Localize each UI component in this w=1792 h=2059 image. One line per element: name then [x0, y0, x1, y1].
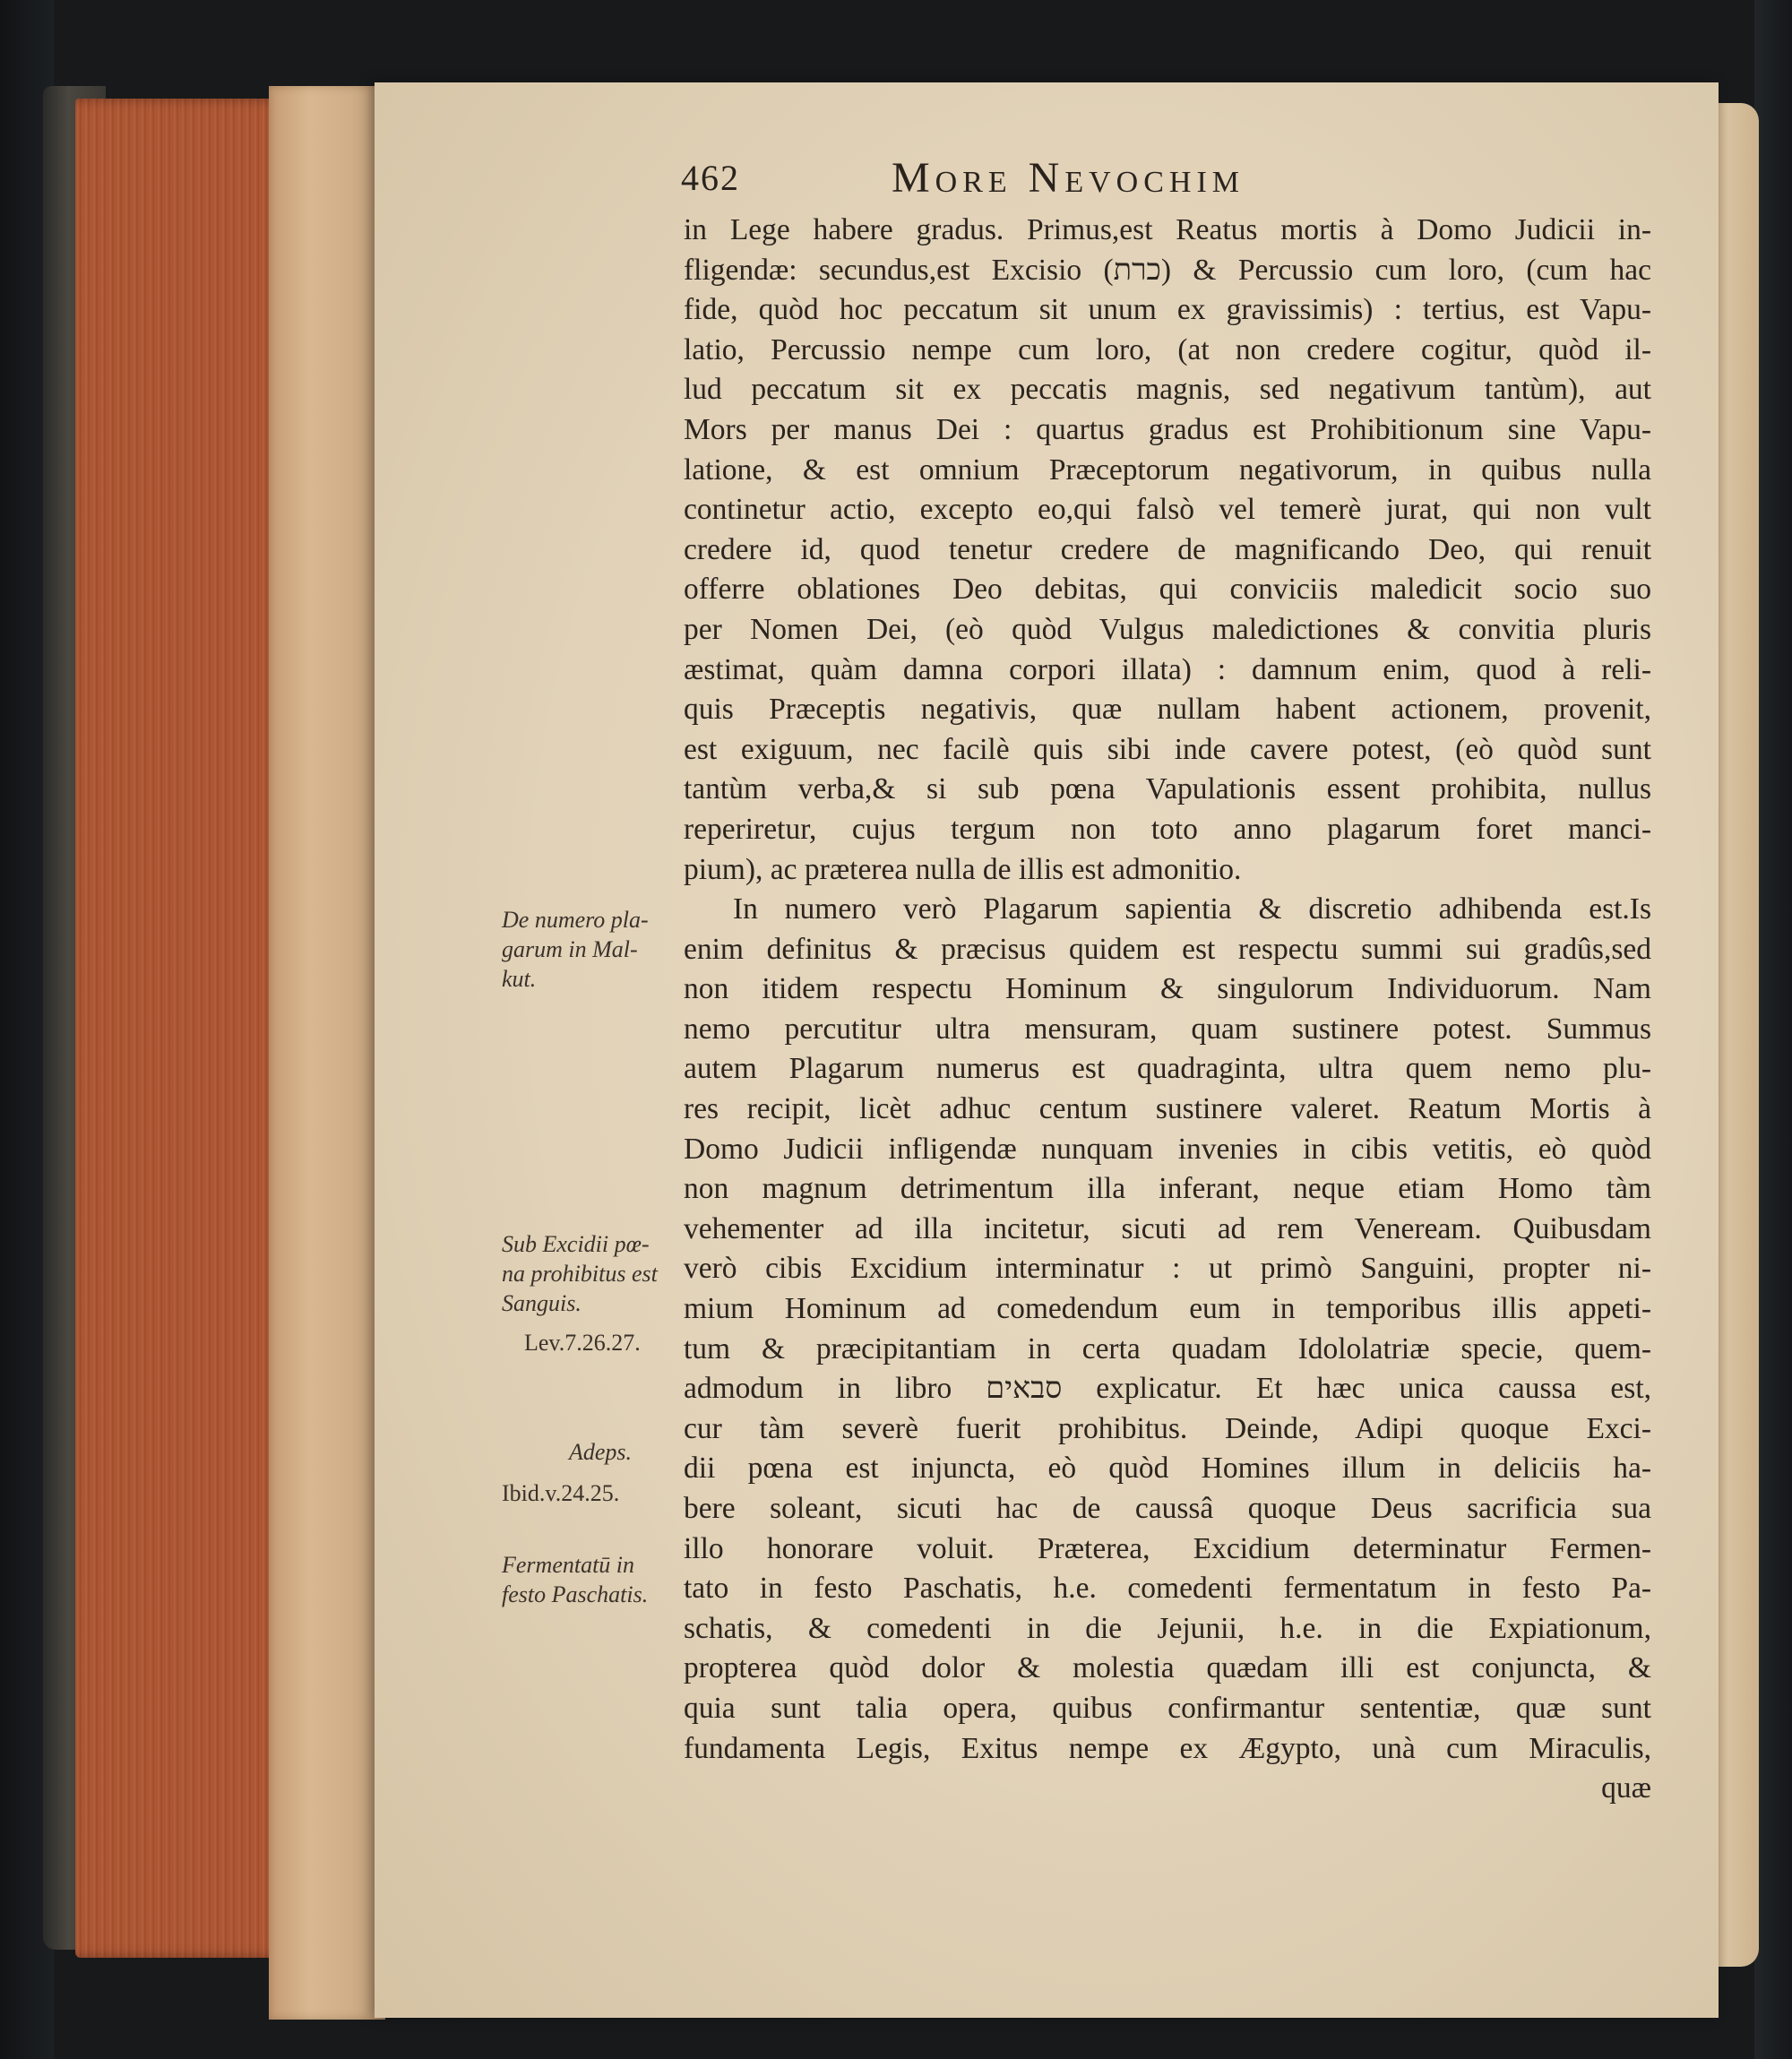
text-line: admodum in libro סבאים explicatur. Et hæc unica caussa est, [684, 1372, 1652, 1406]
text-line: schatis, & comedenti in die Jejunii, h.e. in die Expiationum, [684, 1611, 1651, 1645]
page-number: 462 [681, 158, 740, 198]
backdrop-cloth-right [1754, 0, 1792, 2059]
text-line: per Nomen Dei, (eò quòd Vulgus maledictiones & convitia pluris [684, 612, 1651, 646]
text-line: quis Præceptis negativis, quæ nullam habent actionem, provenit, [684, 693, 1651, 727]
margin-note-ibid-ref: Ibid.v.24.25. [502, 1480, 620, 1506]
text-line: propterea quòd dolor & molestia quædam illi est conjuncta, & [684, 1651, 1651, 1685]
text-line: non itidem respectu Hominum & singulorum Individuorum. Nam [684, 972, 1651, 1006]
text-line: non magnum detrimentum illa inferant, neque etiam Homo tàm [684, 1172, 1651, 1206]
margin-note-adeps: Adeps. [569, 1439, 633, 1465]
text-line: mium Hominum ad comedendum eum in temporibus illis appeti- [684, 1292, 1651, 1326]
text-line: fide, quòd hoc peccatum sit unum ex gravissimis) : tertius, est Vapu- [684, 293, 1651, 327]
text-line: vehementer ad illa incitetur, sicuti ad rem Veneream. Quibusdam [684, 1211, 1651, 1245]
text-line: tantùm verba,& si sub pœna Vapulationis essent prohibita, nullus [684, 772, 1651, 806]
text-line: reperiretur, cujus tergum non toto anno plagarum foret manci- [684, 812, 1651, 846]
page-gutter-stack [269, 86, 385, 2020]
margin-note-lev-ref: Lev.7.26.27. [524, 1330, 641, 1356]
text-line: æstimat, quàm damna corpori illata) : damnum enim, quod à reli- [684, 652, 1651, 686]
text-line: nemo percutitur ultra mensuram, quam sustinere potest. Summus [684, 1012, 1651, 1046]
text-line: fundamenta Legis, Exitus nempe ex Ægypto, unà cum Miraculis, [684, 1731, 1651, 1765]
text-line: dii pœna est injuncta, eò quòd Homines illum in deliciis ha- [684, 1452, 1651, 1486]
text-line: latio, Percussio nempe cum loro, (at non credere cogitur, quòd il- [684, 332, 1651, 366]
body-text [684, 211, 1651, 1809]
text-line: latione, & est omnium Præceptorum negativorum, in quibus nulla [684, 452, 1651, 487]
page-block-red-edge [75, 99, 289, 1958]
text-line: autem Plagarum numerus est quadraginta, ultra quem nemo plu- [684, 1052, 1651, 1086]
text-line: lud peccatum sit ex peccatis magnis, sed negativum tantùm), aut [684, 373, 1651, 407]
text-line: tum & præcipitantiam in certa quadam Idololatriæ specie, quem- [684, 1331, 1651, 1365]
margin-note-fermentatum: Fermentatū in festo Paschatis. [502, 1552, 649, 1607]
catchword: quæ [1601, 1771, 1651, 1805]
text-line: continetur actio, excepto eo,qui falsò vel temerè jurat, qui non vult [684, 493, 1651, 527]
text-line: est exiguum, nec facilè quis sibi inde cavere potest, (eò quòd sunt [684, 732, 1651, 766]
text-line: in Lege habere gradus. Primus,est Reatus mortis à Domo Judicii in- [684, 213, 1651, 246]
text-line: illo honorare voluit. Præterea, Excidium determinatur Fermen- [684, 1531, 1651, 1565]
margin-note-excidii: Sub Excidii pœ- na prohibitus est Sanguis. [502, 1231, 658, 1316]
text-line: tato in festo Paschatis, h.e. comedenti fermentatum in festo Pa- [684, 1572, 1651, 1606]
text-line: Mors per manus Dei : quartus gradus est Prohibitionum sine Vapu- [684, 412, 1651, 446]
text-line: credere id, quod tenetur credere de magnificando Deo, qui renuit [684, 532, 1651, 566]
text-line: res recipit, licèt adhuc centum sustinere valeret. Reatum Mortis à [684, 1092, 1651, 1126]
margin-note-numero-plagarum: De numero pla- garum in Mal- kut. [502, 907, 649, 992]
text-line: pium), ac præterea nulla de illis est admonitio. [684, 852, 1242, 886]
text-line: quia sunt talia opera, quibus confirmantur sententiæ, quæ sunt [684, 1691, 1651, 1725]
text-line: offerre oblationes Deo debitas, qui conviciis maledicit socio suo [684, 573, 1651, 607]
text-line: fligendæ: secundus,est Excisio (כרת) & Percussio cum loro, (cum hac [684, 253, 1651, 287]
running-title: More Nevochim [892, 154, 1245, 202]
text-line: enim definitus & præcisus quidem est respectu summi sui gradûs,sed [684, 932, 1651, 966]
text-line: Domo Judicii infligendæ nunquam invenies in cibis vetitis, eò quòd [684, 1132, 1651, 1166]
text-line: cur tàm severè fuerit prohibitus. Deinde, Adipi quoque Exci- [684, 1411, 1651, 1445]
text-line: bere soleant, sicuti hac de caussâ quoque Deus sacrificia sua [684, 1492, 1651, 1525]
text-line: verò cibis Excidium interminatur : ut primò Sanguini, propter ni- [684, 1252, 1651, 1286]
text-line: In numero verò Plagarum sapientia & discretio adhibenda est.Is [733, 892, 1651, 926]
